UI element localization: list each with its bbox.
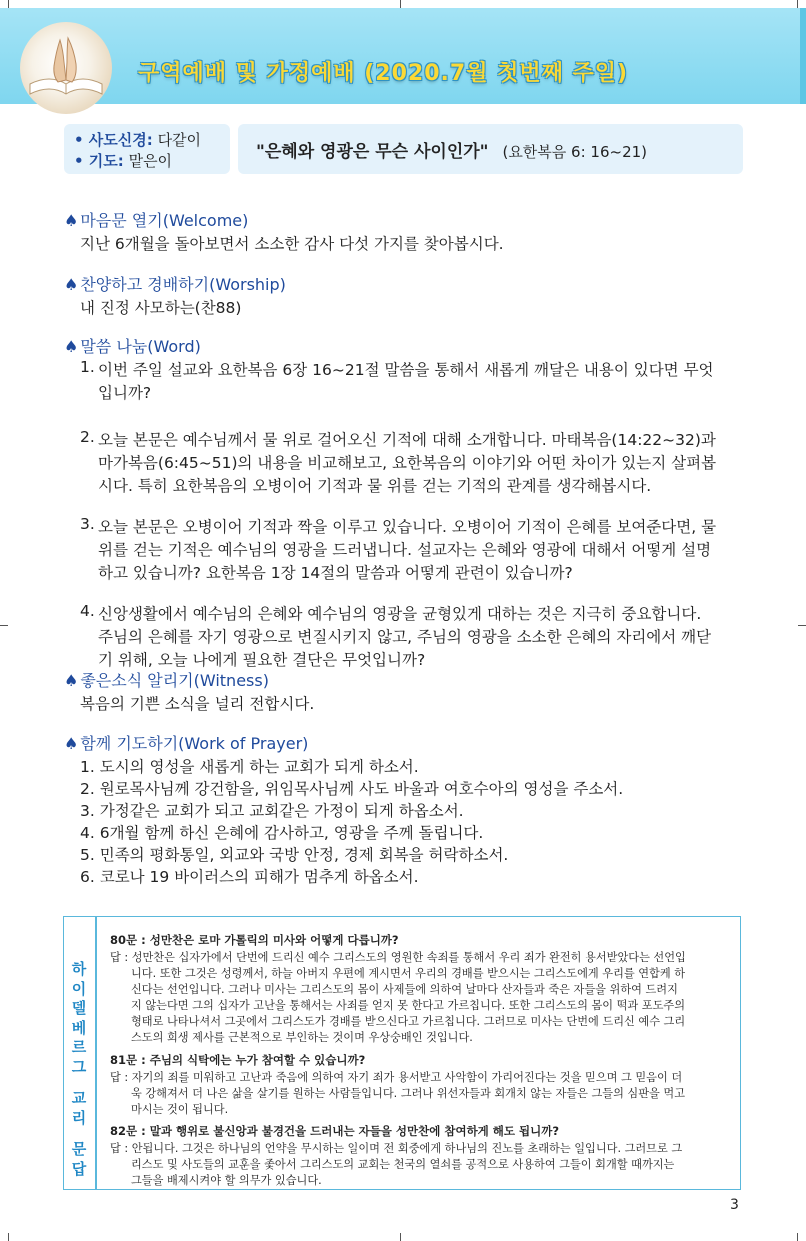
section-title-text: 찬양하고 경배하기(Worship) [80, 275, 286, 294]
word-item-line: 오늘 본문은 오병이어 기적과 짝을 이루고 있습니다. 오병이어 기적이 은혜를 보여준다면, 물 [98, 518, 717, 536]
section-title-text: 좋은소식 알리기(Witness) [80, 671, 269, 690]
word-item-number: 4. [80, 602, 95, 620]
crop-mark [797, 1233, 798, 1241]
section-title-text: 함께 기도하기(Work of Prayer) [80, 734, 309, 753]
catechism-question: 81문 : 주님의 식탁에는 누가 참여할 수 있습니까? [110, 1053, 366, 1067]
side-char: 이 [71, 979, 87, 998]
word-item-line: 마가복음(6:45~51)의 내용을 비교해보고, 요한복음의 이야기와 어떤 차이가 있는지 살펴봅 [98, 454, 717, 472]
crop-mark [8, 0, 9, 8]
side-char: 문 [71, 1140, 87, 1158]
word-item-line: 이번 주일 설교와 요한복음 6장 16~21절 말씀을 통해서 새롭게 깨달은 내용이 있다면 무엇 [98, 361, 714, 379]
word-item-number: 1. [80, 358, 95, 376]
page-number: 3 [730, 1197, 739, 1213]
word-item-line: 오늘 본문은 예수님께서 물 위로 걸어오신 기적에 대해 소개합니다. 마태복음(14:22~32)과 [98, 431, 716, 449]
sermon-line [256, 137, 647, 162]
crop-mark [400, 1233, 401, 1241]
creed-label: • 사도신경: [74, 131, 153, 149]
prayer-item: 6. 코로나 19 바이러스의 피해가 멈추게 하옵소서. [80, 868, 419, 886]
section-title-text: 말씀 나눔(Word) [80, 337, 201, 356]
catechism-answer-line: 답 : 성만찬은 십자가에서 단번에 드리신 예수 그리스도의 영원한 속죄를 통해서 우리 죄가 완전히 용서받았다는 선언입 [110, 951, 686, 964]
catechism-question: 82문 : 말과 행위로 불신앙과 불경건을 드러내는 자들을 성만찬에 참여하게 해도 됩니까? [110, 1124, 560, 1138]
word-item-line: 위를 걷는 기적은 예수님의 영광을 드러냅니다. 설교자는 은혜와 영광에 대해서 어떻게 설명 [98, 541, 712, 559]
sermon-box [238, 124, 743, 174]
witness-text: 복음의 기쁜 소식을 널리 전합시다. [80, 695, 315, 713]
word-item-line: 주님의 은혜를 자기 영광으로 변질시키지 않고, 주님의 영광을 소소한 은혜의 자리에서 깨닫 [98, 628, 712, 646]
sermon-title: "은혜와 영광은 무슨 사이인가" [256, 142, 489, 162]
prayer-value: 맡은이 [128, 152, 173, 170]
prayer-item: 3. 가정같은 교회가 되고 교회같은 가정이 되게 하옵소서. [80, 802, 464, 820]
side-spacer [66, 1077, 92, 1089]
scripture-reference: (요한복음 6: 16~21) [502, 143, 648, 161]
welcome-text: 지난 6개월을 돌아보면서 소소한 감사 다섯 가지를 찾아봅시다. [80, 235, 504, 253]
side-char: 델 [71, 999, 87, 1017]
catechism-answer-line: 답 : 안됩니다. 그것은 하나님의 언약을 무시하는 일이며 전 회중에게 하나님의 진노를 초래하는 일입니다. 그러므로 그 [110, 1142, 683, 1155]
catechism-answer-line: 형태로 나타나셔서 그곳에서 그리스도가 경배를 받으신다고 가르칩니다. 그러므로 미사는 단번에 드리신 예수 그리 [131, 1015, 686, 1028]
catechism-answer-line: 욱 강해져서 더 나은 삶을 살기를 원하는 사람들입니다. 그러나 위선자들과 회개치 않는 자들은 그들의 심판을 먹고 [131, 1087, 686, 1100]
section-title-witness [64, 668, 269, 691]
creed-value: 다같이 [157, 131, 202, 149]
word-item-line: 시다. 특히 요한복음의 오병이어 기적과 물 위를 걷는 기적의 관계를 생각해봅시다. [98, 477, 652, 495]
prayer-item: 4. 6개월 함께 하신 은혜에 감사하고, 영광을 주께 돌립니다. [80, 824, 484, 842]
prayer-line [74, 150, 172, 171]
prayer-item: 5. 민족의 평화통일, 외교와 국방 안정, 경제 회복을 허락하소서. [80, 846, 509, 864]
catechism-side-label [66, 960, 92, 1179]
side-char: 르 [71, 1038, 87, 1056]
liturgy-box [64, 124, 230, 174]
crop-mark [0, 625, 8, 626]
spade-icon: ♠ [64, 275, 79, 294]
prayer-label: • 기도: [74, 152, 124, 170]
section-title-welcome [64, 208, 248, 231]
creed-line [74, 129, 201, 150]
side-char: 교 [71, 1089, 87, 1107]
catechism-answer-line: 리스도 및 사도들의 교훈을 좇아서 그리스도의 교회는 천국의 열쇠를 공적으로 사용하여 그들이 회개할 때까지는 [131, 1158, 675, 1171]
catechism-divider [95, 916, 97, 1190]
word-item-number: 3. [80, 515, 95, 533]
side-char: 리 [71, 1108, 87, 1127]
catechism-answer-line: 스도의 희생 제사를 근본적으로 부인하는 것이며 우상숭배인 것입니다. [131, 1031, 473, 1044]
spade-icon: ♠ [64, 211, 79, 230]
catechism-answer-line: 지 않는다면 그의 십자가 고난을 통해서는 사죄를 얻지 못 한다고 가르칩니다. 또한 그리스도의 몸이 떡과 포도주의 [131, 999, 686, 1012]
prayer-item: 2. 원로목사님께 강건함을, 위임목사님께 사도 바울과 여호수아의 영성을 주소서. [80, 780, 624, 798]
side-char: 하 [71, 960, 87, 978]
crop-mark [8, 1233, 9, 1241]
section-title-prayer [64, 731, 308, 754]
crop-mark [798, 625, 806, 626]
page-title: 구역예배 및 가정예배 (2020.7월 첫번째 주일) [138, 61, 629, 86]
catechism-question: 80문 : 성만찬은 로마 가톨릭의 미사와 어떻게 다릅니까? [110, 933, 399, 947]
side-spacer [66, 1128, 92, 1140]
catechism-answer-line: 신다는 선언입니다. 그러나 미사는 그리스도의 몸이 사제들에 의하여 날마다 산자들과 죽은 자들을 위하여 드려지 [131, 983, 678, 996]
catechism-answer-line: 니다. 또한 그것은 성령께서, 하늘 아버지 우편에 계시면서 우리의 경배를 받으시는 그리스도에게 우리를 연합케 하 [131, 967, 686, 980]
worship-text: 내 진정 사모하는(찬88) [80, 299, 242, 317]
word-item-line: 입니까? [98, 384, 152, 402]
side-char: 답 [71, 1159, 87, 1178]
section-title-text: 마음문 열기(Welcome) [80, 211, 249, 230]
section-title-worship [64, 272, 286, 295]
spade-icon: ♠ [64, 734, 79, 753]
praying-hands-bible-icon [20, 22, 112, 114]
side-char: 그 [71, 1057, 87, 1076]
spade-icon: ♠ [64, 337, 79, 356]
catechism-answer-line: 그들을 배제시켜야 할 의무가 있습니다. [131, 1174, 322, 1187]
side-char: 베 [71, 1018, 87, 1037]
word-item-line: 신앙생활에서 예수님의 은혜와 예수님의 영광을 균형있게 대하는 것은 지극히 중요합니다. [98, 605, 702, 623]
word-item-line: 기 위해, 오늘 나에게 필요한 결단은 무엇입니까? [98, 651, 426, 669]
word-item-number: 2. [80, 428, 95, 446]
prayer-item: 1. 도시의 영성을 새롭게 하는 교회가 되게 하소서. [80, 758, 419, 776]
section-title-word [64, 334, 201, 357]
spade-icon: ♠ [64, 671, 79, 690]
catechism-answer-line: 답 : 자기의 죄를 미워하고 고난과 죽음에 의하여 자기 죄가 용서받고 사악함이 가리어진다는 것을 믿으며 그 믿음이 더 [110, 1071, 683, 1084]
crop-mark [797, 0, 798, 8]
header-edge-tab [800, 8, 806, 104]
catechism-answer-line: 마시는 것이 됩니다. [131, 1103, 229, 1116]
word-item-line: 하고 있습니까? 요한복음 1장 14절의 말씀과 어떻게 관련이 있습니까? [98, 564, 573, 582]
crop-mark [400, 0, 401, 8]
